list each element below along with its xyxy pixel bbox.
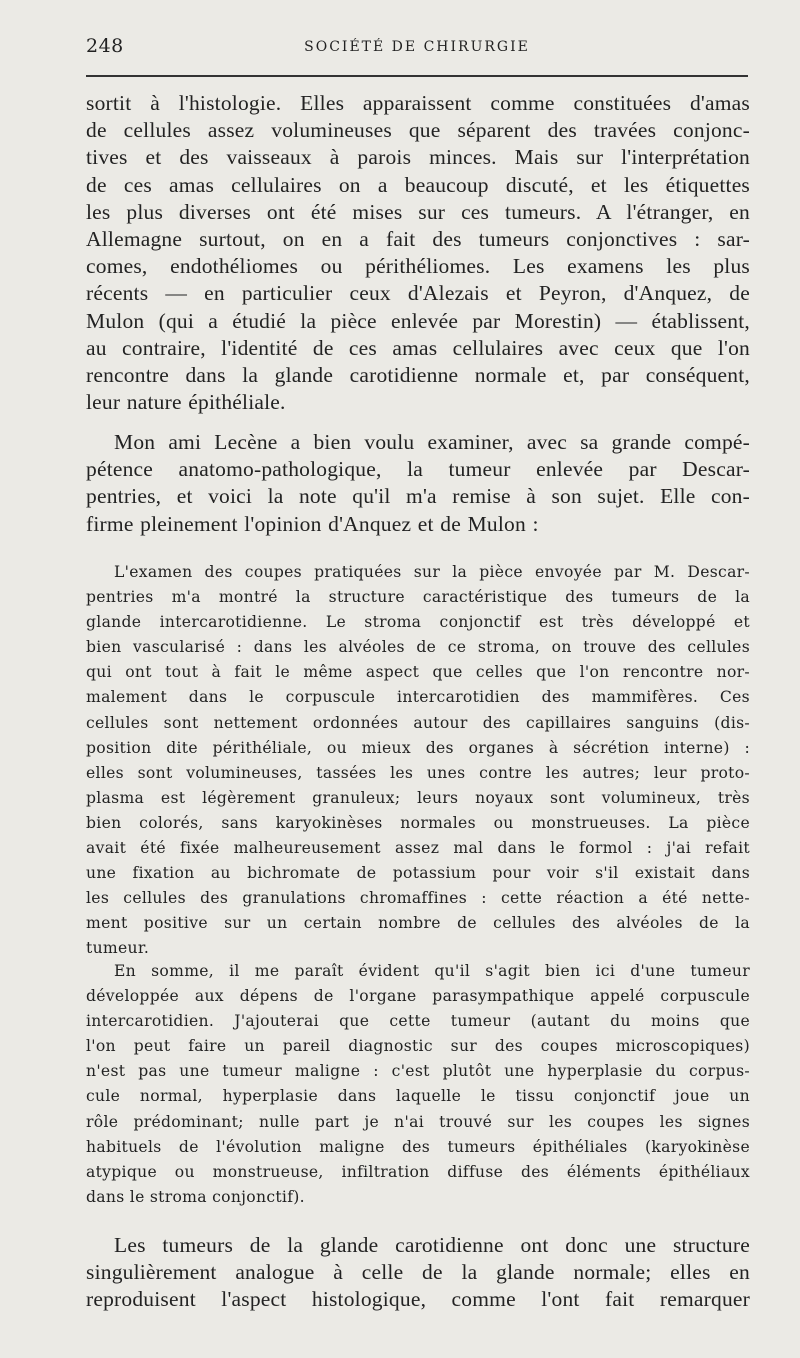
- text-line: développée aux dépens de l'organe parasympathique appelé corpuscule: [86, 987, 750, 1006]
- text-line: une fixation au bichromate de potassium pour voir s'il existait dans: [86, 864, 750, 883]
- text-line: qui ont tout à fait le même aspect que celles que l'on rencontre nor-: [86, 663, 750, 682]
- text-line: cellules sont nettement ordonnées autour des capillaires sanguins (dis-: [86, 713, 750, 732]
- text-line: pentries m'a montré la structure caractéristique des tumeurs de la: [86, 588, 750, 607]
- text-line: reproduisent l'aspect histologique, comme l'ont fait remarquer: [86, 1287, 750, 1312]
- text-line: singulièrement analogue à celle de la glande normale; elles en: [86, 1260, 750, 1285]
- text-line: plasma est légèrement granuleux; leurs noyaux sont volumineux, très: [86, 788, 750, 807]
- header-rule: [86, 75, 748, 77]
- text-line: elles sont volumineuses, tassées les unes contre les autres; leur proto-: [86, 763, 750, 782]
- quoted-note-examen: [86, 560, 750, 962]
- text-line: les cellules des granulations chromaffines : cette réaction a été nette-: [86, 889, 750, 908]
- text-line: avait été fixée malheureusement assez mal dans le formol : j'ai refait: [86, 839, 750, 858]
- paragraph-continuation: [86, 90, 750, 416]
- text-line: intercarotidien. J'ajouterai que cette tumeur (autant du moins que: [86, 1012, 750, 1031]
- paragraph-conclusion: [86, 1232, 750, 1314]
- text-line: bien vascularisé : dans les alvéoles de ce stroma, on trouve des cellules: [86, 638, 750, 657]
- text-line: En somme, il me paraît évident qu'il s'agit bien ici d'une tumeur: [114, 962, 750, 980]
- text-line: atypique ou monstrueuse, infiltration diffuse des éléments épithéliaux: [86, 1162, 750, 1181]
- text-line: firme pleinement l'opinion d'Anquez et de Mulon :: [86, 511, 539, 536]
- text-line: de cellules assez volumineuses que séparent des travées conjonc-: [86, 118, 750, 143]
- text-line: n'est pas une tumeur maligne : c'est plutôt une hyperplasie du corpus-: [86, 1062, 750, 1081]
- page-header: [86, 34, 748, 58]
- text-line: Les tumeurs de la glande carotidienne ont donc une structure: [114, 1233, 750, 1257]
- page-number: 248: [86, 35, 124, 57]
- text-line: leur nature épithéliale.: [86, 390, 286, 415]
- text-line: au contraire, l'identité de ces amas cellulaires avec ceux que l'on: [86, 335, 750, 360]
- text-line: l'on peut faire un pareil diagnostic sur des coupes microscopiques): [86, 1037, 750, 1056]
- text-line: rencontre dans la glande carotidienne normale et, par conséquent,: [86, 362, 750, 387]
- text-line: habituels de l'évolution maligne des tumeurs épithéliales (karyokinèse: [86, 1137, 750, 1156]
- text-line: Allemagne surtout, on en a fait des tumeurs conjonctives : sar-: [86, 226, 750, 251]
- text-line: malement dans le corpuscule intercarotidien des mammifères. Ces: [86, 688, 750, 707]
- text-line: position dite périthéliale, ou mieux des organes à sécrétion interne) :: [86, 738, 750, 757]
- text-line: récents — en particulier ceux d'Alezais et Peyron, d'Anquez, de: [86, 281, 750, 306]
- text-line: L'examen des coupes pratiquées sur la pièce envoyée par M. Descar-: [114, 563, 750, 581]
- running-title: SOCIÉTÉ DE CHIRURGIE: [304, 39, 530, 55]
- text-line: bien colorés, sans karyokinèses normales ou monstrueuses. La pièce: [86, 813, 750, 832]
- text-line: de ces amas cellulaires on a beaucoup discuté, et les étiquettes: [86, 172, 750, 197]
- paragraph-lecene: [86, 429, 750, 538]
- text-line: sortit à l'histologie. Elles apparaissent comme constituées d'amas: [86, 91, 750, 115]
- text-line: glande intercarotidienne. Le stroma conjonctif est très développé et: [86, 613, 750, 632]
- text-line: comes, endothéliomes ou périthéliomes. Les examens les plus: [86, 254, 750, 279]
- text-line: ment positive sur un certain nombre de cellules des alvéoles de la: [86, 914, 750, 933]
- text-line: cule normal, hyperplasie dans laquelle le tissu conjonctif joue un: [86, 1087, 750, 1106]
- text-line: tives et des vaisseaux à parois minces. Mais sur l'interprétation: [86, 145, 750, 170]
- text-line: pétence anatomo-pathologique, la tumeur enlevée par Descar-: [86, 457, 750, 482]
- quoted-note-somme: [86, 959, 750, 1210]
- text-line: Mulon (qui a étudié la pièce enlevée par Morestin) — établissent,: [86, 308, 750, 333]
- text-line: rôle prédominant; nulle part je n'ai trouvé sur les coupes les signes: [86, 1112, 750, 1131]
- text-line: pentries, et voici la note qu'il m'a remise à son sujet. Elle con-: [86, 484, 750, 509]
- text-line: les plus diverses ont été mises sur ces tumeurs. A l'étranger, en: [86, 199, 750, 224]
- text-line: tumeur.: [86, 939, 150, 958]
- text-line: Mon ami Lecène a bien voulu examiner, avec sa grande compé-: [114, 430, 750, 454]
- text-line: dans le stroma conjonctif).: [86, 1187, 305, 1206]
